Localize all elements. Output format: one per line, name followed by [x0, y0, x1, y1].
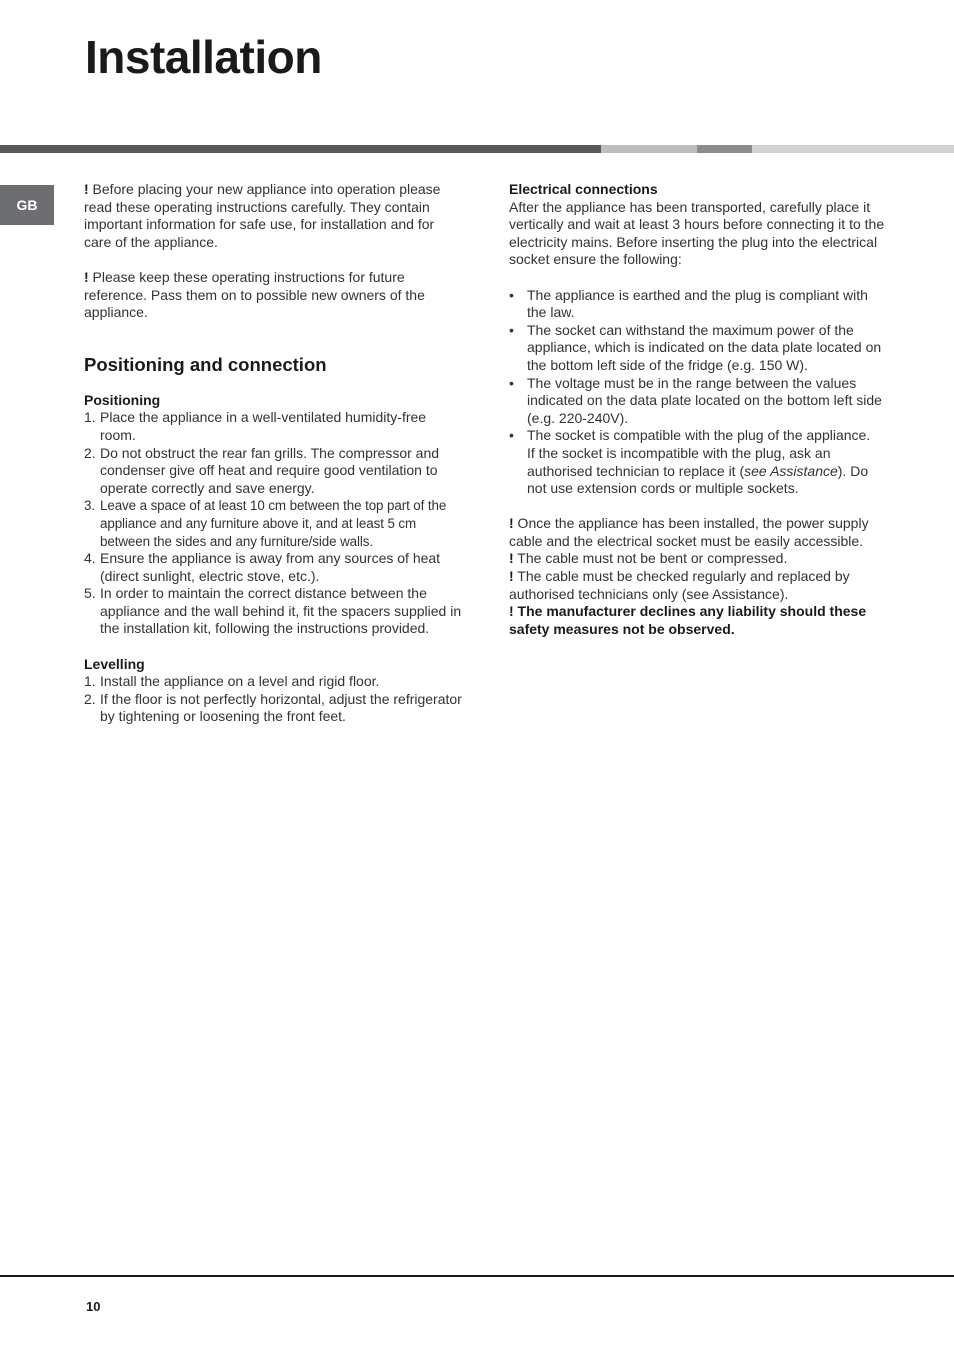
warning-mark: ! [509, 550, 514, 567]
list-item [84, 673, 464, 691]
page-title: Installation [85, 31, 322, 83]
list-text: The socket can withstand the maximum power of the appliance, which is indicated on the data plate located on the bottom left side of the fridge (e.g. 150 W). [527, 321, 882, 373]
see-assistance-reference: see Assistance [744, 462, 838, 479]
levelling-list [84, 673, 464, 726]
warning-paragraph [84, 269, 464, 322]
list-item [84, 550, 464, 585]
warning-paragraph [509, 515, 889, 550]
warning-mark: ! [84, 181, 89, 197]
warning-paragraph [509, 568, 889, 603]
liability-warning [509, 603, 889, 638]
list-text: If the floor is not perfectly horizontal, adjust the refrigerator by tightening or loosening the front feet. [100, 690, 462, 725]
warning-paragraph [509, 550, 889, 568]
list-item [509, 287, 889, 322]
requirements-list [509, 287, 889, 498]
intro-paragraph: After the appliance has been transported, carefully place it vertically and wait at least 3 hours before connecting it to the electricity mains. Before inserting the plug into the electrical socket ensure the following: [509, 198, 885, 268]
section-heading: Positioning and connection [84, 353, 327, 375]
list-item [84, 585, 464, 638]
right-column [509, 181, 889, 638]
warning-mark: ! [509, 568, 514, 585]
list-item [84, 691, 464, 726]
list-number: 2. [84, 690, 96, 707]
subheading-electrical: Electrical connections [509, 181, 658, 197]
header-bar-pale [752, 145, 954, 153]
list-text: Ensure the appliance is away from any sources of heat (direct sunlight, electric stove, etc.). [100, 550, 441, 584]
warning-mark: ! [84, 268, 89, 285]
positioning-list [84, 409, 464, 638]
list-text-extra: If the socket is incompatible with the plug, ask an authorised technician to replace it ( [527, 444, 831, 479]
list-number: 4. [84, 550, 96, 567]
warning-text: The cable must be checked regularly and replaced by authorised technicians only (see Assistance). [509, 568, 850, 602]
bullet-icon: • [509, 321, 514, 338]
warning-text: The manufacturer declines any liability should these safety measures not be observed. [509, 603, 867, 637]
footer-rule [0, 1275, 954, 1277]
warning-paragraph [84, 181, 464, 251]
list-item [509, 427, 889, 497]
subheading-positioning: Positioning [84, 391, 161, 408]
list-number: 2. [84, 444, 96, 461]
warning-text: Before placing your new appliance into operation please read these operating instructions carefully. They contain important information for safe use, for installation and for care of the appliance. [84, 181, 441, 250]
list-text-extra: ). Do not use extension cords or multiple sockets. [527, 462, 869, 497]
list-item [84, 445, 464, 498]
header-bar-dark [0, 145, 601, 153]
bullet-icon: • [509, 374, 514, 391]
subheading-levelling: Levelling [84, 655, 145, 672]
list-item [84, 497, 464, 550]
warning-text: The cable must not be bent or compressed. [513, 550, 788, 567]
page-number: 10 [86, 1299, 101, 1314]
list-number: 5. [84, 585, 96, 602]
list-text: The voltage must be in the range between the values indicated on the data plate located on the bottom left side (e.g. 220-240V). [527, 374, 882, 426]
list-number: 1. [84, 409, 96, 426]
list-text: The socket is compatible with the plug of the appliance. [527, 427, 871, 444]
bullet-icon: • [509, 286, 514, 303]
list-text: In order to maintain the correct distance between the appliance and the wall behind it, fit the spacers supplied in the installation kit, following the instructions provided. [100, 585, 462, 637]
language-tab: GB [0, 185, 54, 225]
warning-mark: ! [509, 603, 514, 620]
list-number: 3. [84, 498, 95, 514]
warning-mark: ! [509, 515, 514, 532]
list-item [509, 322, 889, 375]
header-bar-light-gray [601, 145, 697, 153]
warning-text: Please keep these operating instructions for future reference. Pass them on to possible new owners of the appliance. [84, 268, 425, 321]
list-text: Leave a space of at least 10 cm between the top part of the appliance and any furniture above it, and at least 5 cm between the sides and any furniture/side walls. [100, 498, 447, 549]
header-bar-mid-gray [697, 145, 752, 153]
list-number: 1. [84, 673, 96, 690]
left-column [84, 181, 464, 726]
list-text: Install the appliance on a level and rigid floor. [100, 673, 380, 690]
list-item [84, 409, 464, 444]
list-text: Do not obstruct the rear fan grills. The compressor and condenser give off heat and require good ventilation to operate correctly and save energy. [100, 444, 440, 496]
list-item [509, 375, 889, 428]
list-text: Place the appliance in a well-ventilated humidity-free room. [100, 409, 427, 443]
list-text: The appliance is earthed and the plug is compliant with the law. [527, 286, 868, 321]
bullet-icon: • [509, 427, 514, 444]
warning-text: Once the appliance has been installed, the power supply cable and the electrical socket must be easily accessible. [509, 515, 869, 549]
